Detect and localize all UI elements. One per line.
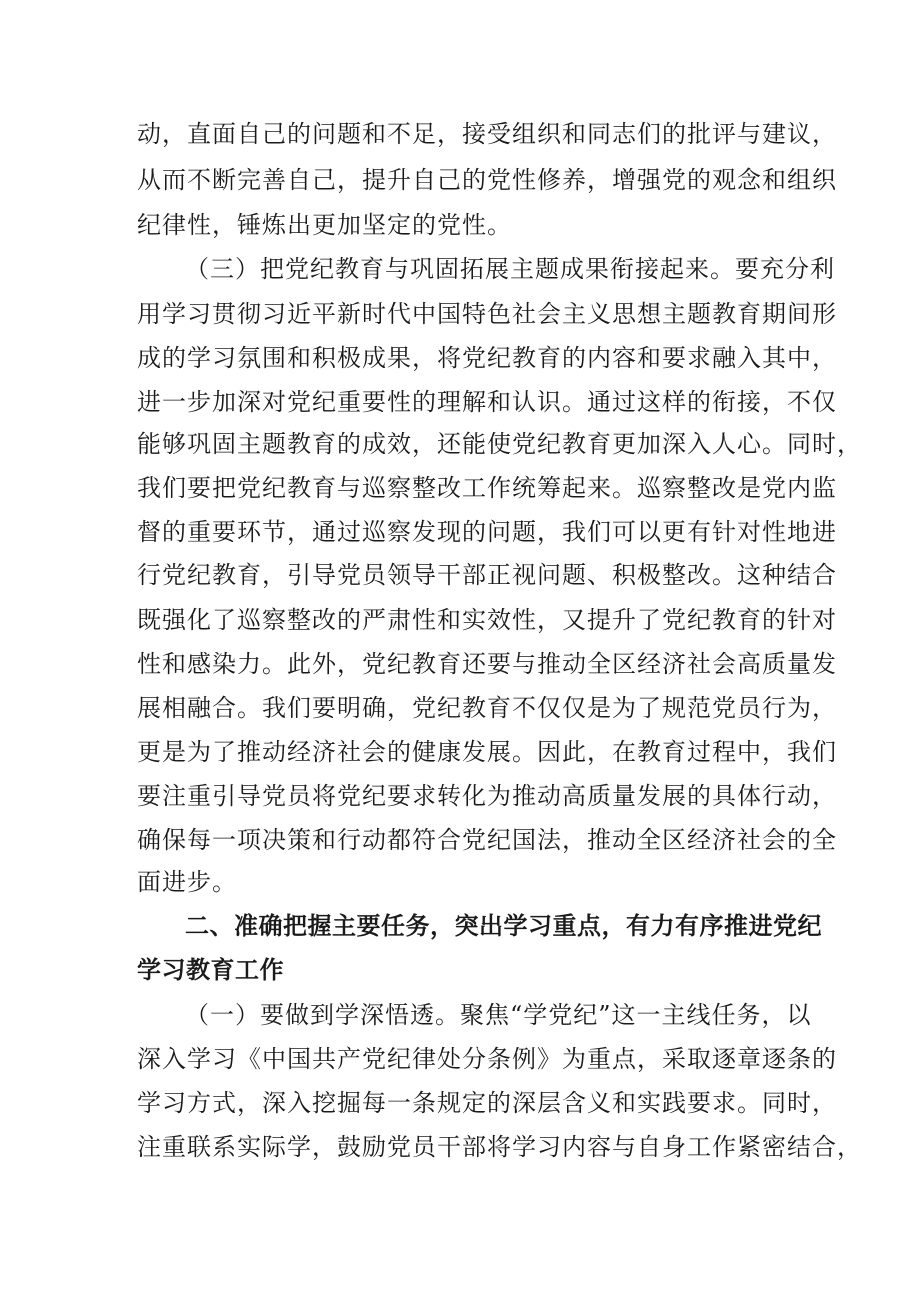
section-heading: 学习教育工作 [137, 956, 284, 984]
text-line: 面进步。 [137, 868, 237, 896]
text-line: 注重联系实际学，鼓励党员干部将学习内容与自身工作紧密结合， [137, 1133, 862, 1161]
section-2-1-first-line: （一）要做到学深悟透。聚焦“学党纪”这一主线任务，以 [185, 1001, 812, 1029]
text-line: 用学习贯彻习近平新时代中国特色社会主义思想主题教育期间形 [137, 300, 837, 328]
text-line: 从而不断完善自己，提升自己的党性修养，增强党的观念和组织 [137, 166, 837, 194]
text-line: 能够巩固主题教育的成效，还能使党纪教育更加深入人心。同时， [137, 430, 862, 458]
text-line: 更是为了推动经济社会的健康发展。因此，在教育过程中，我们 [137, 738, 837, 766]
text-line: 纪律性，锤炼出更加坚定的党性。 [137, 211, 512, 239]
section-heading: 二、准确把握主要任务，突出学习重点，有力有序推进党纪 [185, 912, 822, 940]
text-line: 性和感染力。此外，党纪教育还要与推动全区经济社会高质量发 [137, 650, 837, 678]
text-line: 学习方式，深入挖掘每一条规定的深层含义和实践要求。同时， [137, 1089, 837, 1117]
text-line: 确保每一项决策和行动都符合党纪国法，推动全区经济社会的全 [137, 826, 837, 854]
text-line: 进一步加深对党纪重要性的理解和认识。通过这样的衔接，不仅 [137, 388, 837, 416]
text-line: 要注重引导党员将党纪要求转化为推动高质量发展的具体行动， [137, 782, 837, 810]
text-line: 成的学习氛围和积极成果，将党纪教育的内容和要求融入其中， [137, 344, 837, 372]
text-line: 行党纪教育，引导党员领导干部正视问题、积极整改。这种结合 [137, 561, 837, 589]
text-line: 展相融合。我们要明确，党纪教育不仅仅是为了规范党员行为， [137, 694, 837, 722]
text-line: 深入学习《中国共产党纪律处分条例》为重点，采取逐章逐条的 [137, 1045, 837, 1073]
text-line: 既强化了巡察整改的严肃性和实效性，又提升了党纪教育的针对 [137, 606, 837, 634]
text-line: 督的重要环节，通过巡察发现的问题，我们可以更有针对性地进 [137, 518, 837, 546]
text-line: 我们要把党纪教育与巡察整改工作统筹起来。巡察整改是党内监 [137, 474, 837, 502]
text-line: 动，直面自己的问题和不足，接受组织和同志们的批评与建议， [137, 120, 837, 148]
section-3-first-line: （三）把党纪教育与巩固拓展主题成果衔接起来。要充分利 [185, 255, 835, 283]
